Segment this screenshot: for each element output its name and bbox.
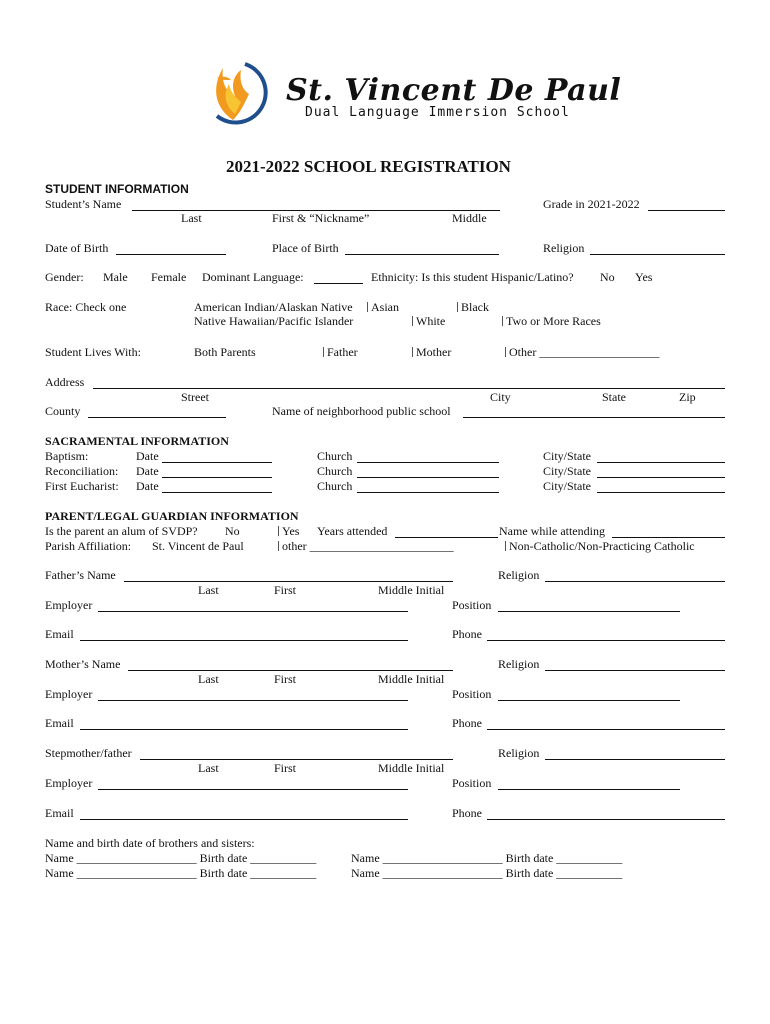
eucharist-church-label: Church — [317, 479, 353, 493]
race-black-option[interactable] — [457, 300, 489, 314]
stepparent-position-field[interactable] — [498, 789, 680, 790]
checkbox-icon[interactable] — [278, 541, 279, 551]
school-logo — [205, 58, 275, 128]
race-hawaiian-option[interactable]: Native Hawaiian/Pacific Islander — [194, 314, 354, 328]
mother-position-label: Position — [452, 687, 492, 701]
grade-label: Grade in 2021-2022 — [543, 197, 640, 211]
stepparent-religion-label: Religion — [498, 746, 540, 760]
father-first-caption: First — [274, 583, 297, 597]
mother-name-field[interactable] — [128, 670, 453, 671]
ethnicity-no-option[interactable]: No — [600, 270, 615, 284]
checkbox-icon[interactable] — [505, 541, 506, 551]
mother-phone-field[interactable] — [487, 729, 725, 730]
race-white-text: White — [416, 314, 446, 328]
stepparent-first-caption: First — [274, 761, 297, 775]
baptism-citystate-label: City/State — [543, 449, 591, 463]
father-email-label: Email — [45, 627, 74, 641]
checkbox-icon[interactable] — [505, 347, 506, 357]
baptism-citystate-field[interactable] — [597, 462, 725, 463]
student-section-heading: STUDENT INFORMATION — [45, 182, 189, 196]
language-label: Dominant Language: — [202, 270, 304, 284]
mother-employer-field[interactable] — [98, 700, 408, 701]
eucharist-date-label: Date — [136, 479, 159, 493]
lives-other-option[interactable] — [505, 345, 659, 359]
alum-yes-option[interactable] — [278, 524, 299, 538]
sibling-entry-1[interactable]: Name ____________________ Birth date ___________ — [45, 851, 317, 865]
pob-field[interactable] — [345, 254, 499, 255]
alum-no-option[interactable]: No — [225, 524, 240, 538]
county-field[interactable] — [88, 417, 226, 418]
father-phone-field[interactable] — [487, 640, 725, 641]
religion-label: Religion — [543, 241, 585, 255]
county-label: County — [45, 404, 81, 418]
ethnicity-yes-option[interactable]: Yes — [635, 270, 653, 284]
checkbox-icon[interactable] — [457, 302, 458, 312]
student-name-label: Student’s Name — [45, 197, 122, 211]
baptism-date-field[interactable] — [162, 462, 272, 463]
reconciliation-citystate-label: City/State — [543, 464, 591, 478]
years-attended-field[interactable] — [395, 537, 498, 538]
stepparent-email-field[interactable] — [80, 819, 408, 820]
address-field[interactable] — [93, 388, 725, 389]
alum-label: Is the parent an alum of SVDP? — [45, 524, 198, 538]
mother-first-caption: First — [274, 672, 297, 686]
phoenix-flame-icon — [205, 58, 275, 128]
stepparent-phone-field[interactable] — [487, 819, 725, 820]
father-employer-label: Employer — [45, 598, 93, 612]
mother-position-field[interactable] — [498, 700, 680, 701]
stepparent-name-label: Stepmother/father — [45, 746, 132, 760]
mother-email-field[interactable] — [80, 729, 408, 730]
father-employer-field[interactable] — [98, 611, 408, 612]
baptism-church-label: Church — [317, 449, 353, 463]
mother-name-label: Mother’s Name — [45, 657, 121, 671]
eucharist-label: First Eucharist: — [45, 479, 119, 493]
stepparent-email-label: Email — [45, 806, 74, 820]
race-white-option[interactable] — [412, 314, 445, 328]
siblings-heading: Name and birth date of brothers and sisters: — [45, 836, 255, 850]
grade-field[interactable] — [648, 210, 725, 211]
mother-email-label: Email — [45, 716, 74, 730]
mother-middle-caption: Middle Initial — [378, 672, 445, 686]
middle-caption: Middle — [452, 211, 487, 225]
reconciliation-church-label: Church — [317, 464, 353, 478]
reconciliation-date-field[interactable] — [162, 477, 272, 478]
mother-religion-field[interactable] — [545, 670, 725, 671]
name-while-attending-field[interactable] — [612, 537, 725, 538]
page-title: 2021-2022 SCHOOL REGISTRATION — [226, 157, 511, 176]
school-subtitle: Dual Language Immersion School — [305, 105, 570, 120]
address-label: Address — [45, 375, 85, 389]
race-black-text: Black — [461, 300, 489, 314]
gender-label: Gender: — [45, 270, 84, 284]
reconciliation-date-label: Date — [136, 464, 159, 478]
lives-father-text: Father — [327, 345, 358, 359]
stepparent-religion-field[interactable] — [545, 759, 725, 760]
stepparent-employer-label: Employer — [45, 776, 93, 790]
sibling-entry-2[interactable]: Name ____________________ Birth date ___________ — [351, 851, 623, 865]
father-phone-label: Phone — [452, 627, 482, 641]
race-two-text: Two or More Races — [506, 314, 601, 328]
checkbox-icon[interactable] — [367, 302, 368, 312]
checkbox-icon[interactable] — [412, 316, 413, 326]
mother-last-caption: Last — [198, 672, 219, 686]
ethnicity-label: Ethnicity: Is this student Hispanic/Latino? — [371, 270, 574, 284]
stepparent-phone-label: Phone — [452, 806, 482, 820]
first-nickname-caption: First & “Nickname” — [272, 211, 370, 225]
eucharist-date-field[interactable] — [162, 492, 272, 493]
years-attended-label: Years attended — [317, 524, 388, 538]
dob-field[interactable] — [116, 254, 226, 255]
city-caption: City — [490, 390, 511, 404]
neighborhood-school-field[interactable] — [463, 417, 725, 418]
alum-yes-text: Yes — [282, 524, 300, 538]
checkbox-icon[interactable] — [412, 347, 413, 357]
baptism-label: Baptism: — [45, 449, 89, 463]
reconciliation-citystate-field[interactable] — [597, 477, 725, 478]
sibling-entry-4[interactable]: Name ____________________ Birth date ___________ — [351, 866, 623, 880]
last-caption: Last — [181, 211, 202, 225]
stepparent-name-field[interactable] — [140, 759, 453, 760]
reconciliation-church-field[interactable] — [357, 477, 499, 478]
checkbox-icon[interactable] — [502, 316, 503, 326]
mother-phone-label: Phone — [452, 716, 482, 730]
baptism-date-label: Date — [136, 449, 159, 463]
gender-female-option[interactable]: Female — [151, 270, 187, 284]
race-asian-option[interactable] — [367, 300, 399, 314]
father-position-label: Position — [452, 598, 492, 612]
checkbox-icon[interactable] — [323, 347, 324, 357]
neighborhood-school-label: Name of neighborhood public school — [272, 404, 451, 418]
stepparent-position-label: Position — [452, 776, 492, 790]
stepparent-last-caption: Last — [198, 761, 219, 775]
lives-other-text: Other ____________________ — [509, 345, 660, 359]
non-catholic-option[interactable] — [505, 539, 695, 553]
race-label: Race: Check one — [45, 300, 127, 314]
eucharist-church-field[interactable] — [357, 492, 499, 493]
school-name: St. Vincent De Paul — [286, 73, 622, 108]
checkbox-icon[interactable] — [278, 526, 279, 536]
baptism-church-field[interactable] — [357, 462, 499, 463]
race-two-option[interactable] — [502, 314, 601, 328]
eucharist-citystate-field[interactable] — [597, 492, 725, 493]
father-position-field[interactable] — [498, 611, 680, 612]
reconciliation-label: Reconciliation: — [45, 464, 119, 478]
state-caption: State — [602, 390, 626, 404]
name-while-attending-label: Name while attending — [499, 524, 605, 538]
parish-label: Parish Affiliation: — [45, 539, 132, 553]
father-religion-field[interactable] — [545, 581, 725, 582]
language-field[interactable] — [314, 283, 363, 284]
pob-label: Place of Birth — [272, 241, 339, 255]
father-name-field[interactable] — [124, 581, 453, 582]
father-name-label: Father’s Name — [45, 568, 116, 582]
parish-other-text: other ________________________ — [282, 539, 454, 553]
zip-caption: Zip — [679, 390, 696, 404]
street-caption: Street — [181, 390, 209, 404]
mother-employer-label: Employer — [45, 687, 93, 701]
race-american-indian-option[interactable]: American Indian/Alaskan Native — [194, 300, 353, 314]
eucharist-citystate-label: City/State — [543, 479, 591, 493]
father-middle-caption: Middle Initial — [378, 583, 445, 597]
parish-svdp-option[interactable]: St. Vincent de Paul — [152, 539, 244, 553]
lives-both-option[interactable]: Both Parents — [194, 345, 256, 359]
lives-with-label: Student Lives With: — [45, 345, 141, 359]
non-catholic-text: Non-Catholic/Non-Practicing Catholic — [509, 539, 695, 553]
religion-field[interactable] — [590, 254, 725, 255]
mother-religion-label: Religion — [498, 657, 540, 671]
parish-other-option[interactable] — [278, 539, 454, 553]
gender-male-option[interactable]: Male — [103, 270, 128, 284]
sibling-entry-3[interactable]: Name ____________________ Birth date ___________ — [45, 866, 317, 880]
stepparent-employer-field[interactable] — [98, 789, 408, 790]
lives-mother-option[interactable] — [412, 345, 451, 359]
father-email-field[interactable] — [80, 640, 408, 641]
race-asian-text: Asian — [371, 300, 399, 314]
lives-father-option[interactable] — [323, 345, 358, 359]
lives-mother-text: Mother — [416, 345, 452, 359]
father-last-caption: Last — [198, 583, 219, 597]
dob-label: Date of Birth — [45, 241, 109, 255]
father-religion-label: Religion — [498, 568, 540, 582]
sacramental-section-heading: SACRAMENTAL INFORMATION — [45, 434, 229, 448]
stepparent-middle-caption: Middle Initial — [378, 761, 445, 775]
guardian-section-heading: PARENT/LEGAL GUARDIAN INFORMATION — [45, 509, 299, 523]
